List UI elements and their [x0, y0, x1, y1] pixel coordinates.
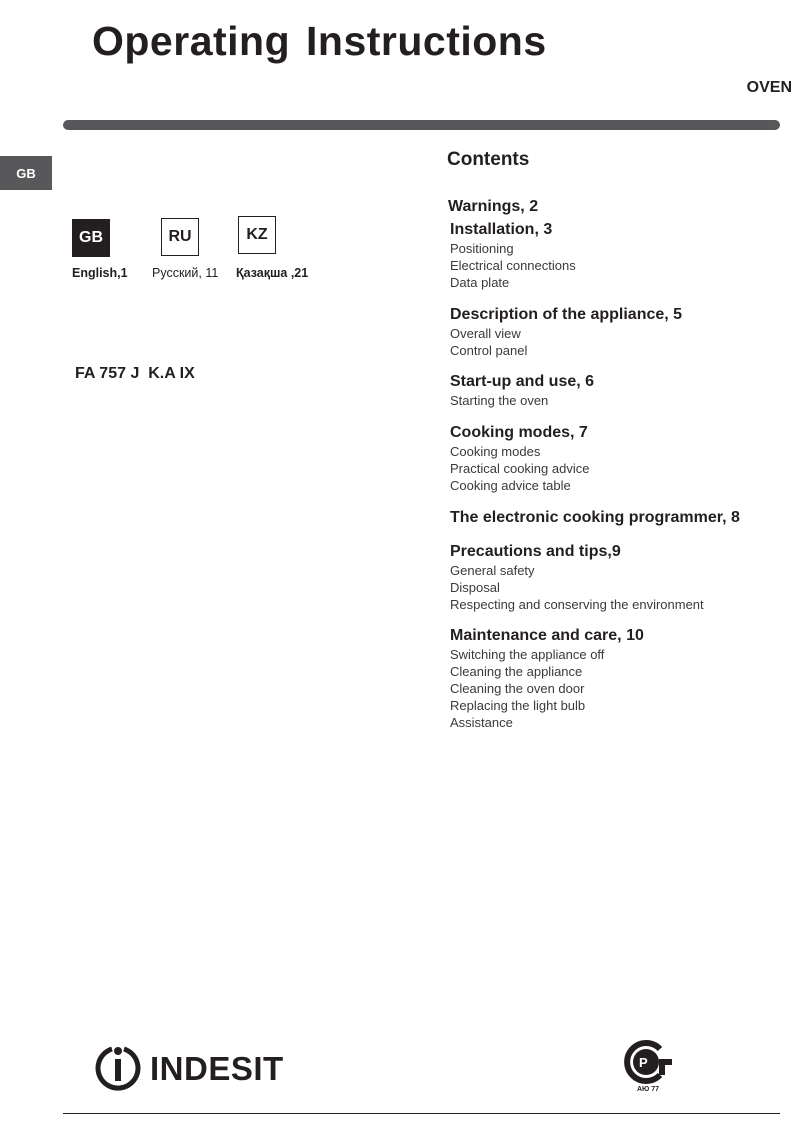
- toc-item[interactable]: Cleaning the appliance: [450, 664, 583, 679]
- language-box-ru[interactable]: RU: [161, 218, 199, 256]
- toc-section: [450, 305, 800, 359]
- toc-item[interactable]: Cooking advice table: [450, 478, 571, 493]
- toc-heading[interactable]: Start-up and use, 6: [450, 373, 595, 390]
- toc-item[interactable]: Disposal: [450, 580, 500, 595]
- language-label-kz[interactable]: Қазақша ,21: [236, 266, 309, 280]
- certification-code: АЮ 77: [637, 1086, 660, 1093]
- toc-section: [450, 220, 800, 291]
- indesit-logo-icon: [98, 1047, 138, 1088]
- toc-heading[interactable]: Precautions and tips,9: [450, 543, 621, 560]
- language-box-kz[interactable]: KZ: [238, 216, 276, 254]
- toc-item[interactable]: General safety: [450, 563, 535, 578]
- toc-heading[interactable]: The electronic cooking programmer, 8: [450, 509, 740, 526]
- contents-title: Contents: [447, 149, 530, 170]
- certification-mark: [622, 1040, 678, 1096]
- language-box-gb[interactable]: GB: [72, 219, 110, 257]
- document-subtitle: OVEN: [746, 79, 792, 96]
- indesit-logo: [90, 1037, 300, 1097]
- top-divider: [63, 120, 780, 130]
- toc-item[interactable]: Positioning: [450, 241, 514, 256]
- brand-wordmark: INDESIT: [150, 1050, 284, 1087]
- language-label-gb[interactable]: English,1: [72, 266, 128, 280]
- model-number: FA 757 J K.A IX: [75, 365, 195, 382]
- svg-text:P: P: [639, 1055, 648, 1070]
- toc-item[interactable]: Cooking modes: [450, 444, 541, 459]
- toc-item[interactable]: Cleaning the oven door: [450, 681, 585, 696]
- bottom-divider: [63, 1113, 780, 1114]
- language-side-tab: GB: [0, 156, 52, 190]
- toc-section: [450, 372, 800, 409]
- toc-section: [450, 542, 800, 613]
- toc-heading[interactable]: Description of the appliance, 5: [450, 306, 683, 323]
- toc-section: [448, 197, 798, 217]
- toc-heading[interactable]: Installation, 3: [450, 221, 553, 238]
- toc-item[interactable]: Electrical connections: [450, 258, 576, 273]
- toc-item[interactable]: Respecting and conserving the environment: [450, 597, 704, 612]
- toc-item[interactable]: Replacing the light bulb: [450, 698, 586, 713]
- toc-section: [450, 626, 800, 731]
- page-title: Operating Instructions: [92, 18, 547, 64]
- toc-item[interactable]: Switching the appliance off: [450, 647, 605, 662]
- toc-item[interactable]: Data plate: [450, 275, 510, 290]
- toc-item[interactable]: Starting the oven: [450, 393, 549, 408]
- toc-item[interactable]: Assistance: [450, 715, 513, 730]
- toc-heading[interactable]: Warnings, 2: [448, 198, 539, 215]
- toc-heading[interactable]: Maintenance and care, 10: [450, 627, 644, 644]
- toc-item[interactable]: Control panel: [450, 343, 528, 358]
- toc-section: [450, 423, 800, 494]
- toc-item[interactable]: Practical cooking advice: [450, 461, 590, 476]
- language-label-ru[interactable]: Русский, 11: [152, 266, 219, 280]
- pct-mark-icon: [627, 1043, 672, 1081]
- toc-heading[interactable]: Cooking modes, 7: [450, 424, 588, 441]
- toc-item[interactable]: Overall view: [450, 326, 521, 341]
- toc-section: [450, 508, 800, 528]
